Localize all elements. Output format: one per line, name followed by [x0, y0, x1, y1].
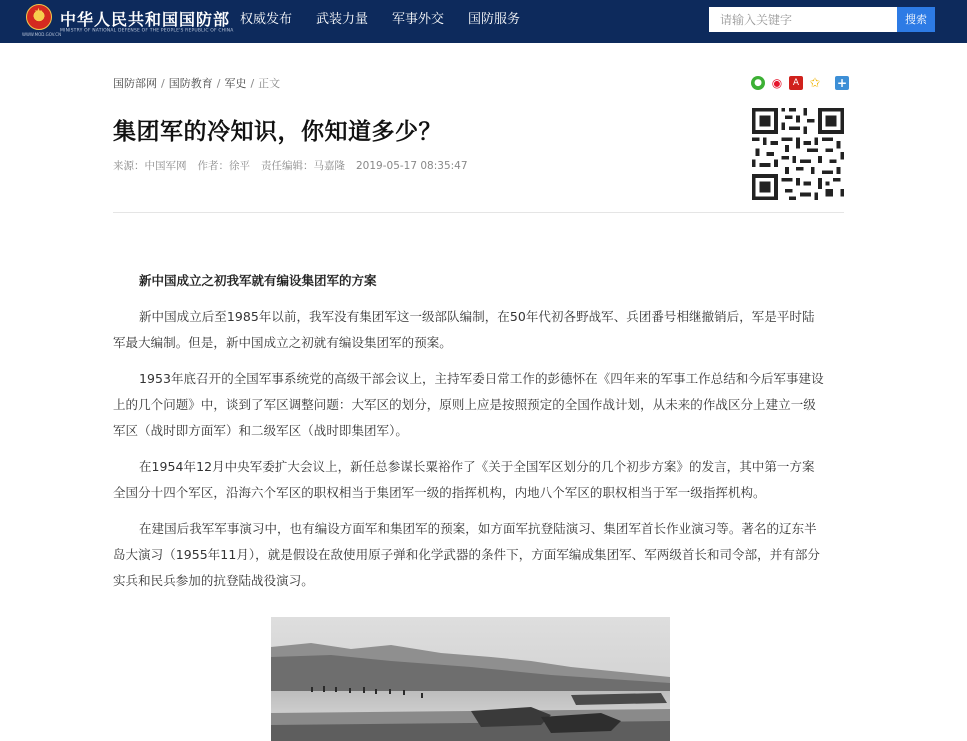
- breadcrumb-separator: /: [250, 77, 255, 90]
- search-input[interactable]: [709, 7, 897, 32]
- site-subtitle: MINISTRY OF NATIONAL DEFENSE OF THE PEOPLE'S REPUBLIC OF CHINA: [60, 28, 234, 34]
- article-source[interactable]: 来源：中国军网: [113, 160, 187, 172]
- article-paragraph: 在1954年12月中央军委扩大会议上，新任总参谋长粟裕作了《关于全国军区划分的几个初步方案》的发言，其中第一方案全国分十四个军区，沿海六个军区的职权相当于集团军一级的指挥机构，内地八个军区的职权相当于军一级指挥机构。: [113, 459, 815, 500]
- breadcrumb: [113, 75, 280, 91]
- wechat-icon[interactable]: ●: [751, 76, 765, 90]
- breadcrumb-defense-education[interactable]: 国防教育: [168, 77, 213, 90]
- article-subheading: 新中国成立之初我军就有编设集团军的方案: [139, 273, 377, 288]
- article-editor: 责任编辑：马嘉隆: [261, 160, 345, 172]
- site-title[interactable]: 中华人民共和国国防部: [60, 10, 231, 29]
- national-emblem-icon[interactable]: ★: [26, 4, 52, 30]
- site-header: [0, 0, 967, 43]
- nav-item-authoritative-release[interactable]: 权威发布: [240, 12, 293, 27]
- breadcrumb-separator: /: [216, 77, 221, 90]
- breadcrumb-separator: /: [161, 77, 165, 90]
- share-toolbar: [751, 76, 854, 90]
- article-paragraph: 新中国成立后至1985年以前，我军没有集团军这一级部队编制，在50年代初各野战军、兵团番号相继撤销后，军是平时陆军最大编制。但是，新中国成立之初就有编设集团军的预案。: [113, 309, 815, 350]
- breadcrumb-military-history[interactable]: 军史: [224, 77, 247, 90]
- article-paragraph: 1953年底召开的全国军事系统党的高级干部会议上，主持军委日常工作的彭德怀在《四年来的军事工作总结和今后军事建设上的几个问题》中，谈到了军区调整问题：大军区的划分，原则上应是按照预定的全国作战计划，从未来的作战区分上建立一级军区（战时即方面军）和二级军区（战时即集团军）。: [113, 371, 824, 438]
- header-divider: [113, 212, 844, 213]
- pdf-icon[interactable]: A: [789, 76, 803, 90]
- article-author: 作者：徐平: [197, 160, 250, 172]
- article-title: 集团军的冷知识，你知道多少？: [113, 119, 442, 145]
- nav-item-military-diplomacy[interactable]: 军事外交: [392, 12, 445, 27]
- breadcrumb-current: 正文: [258, 77, 281, 90]
- breadcrumb-home[interactable]: 国防部网: [113, 77, 157, 90]
- search-button[interactable]: 搜索: [897, 7, 935, 32]
- article-body: [113, 268, 826, 604]
- site-url: WWW.MOD.GOV.CN: [22, 32, 62, 37]
- weibo-icon[interactable]: ◉: [771, 76, 783, 90]
- more-share-icon[interactable]: +: [836, 76, 848, 90]
- article-photo: [271, 617, 670, 741]
- article-meta: [113, 158, 479, 173]
- article-paragraph: 在建国后我军军事演习中，也有编设方面军和集团军的预案，如方面军抗登陆演习、集团军首长作业演习等。著名的辽东半岛大演习（1955年11月），就是假设在敌使用原子弹和化学武器的条件下，方面军编成集团军、军两级首长和司令部，并有部分实兵和民兵参加的抗登陆战役演习。: [113, 521, 820, 588]
- main-nav: [240, 0, 544, 40]
- article-datetime: 2019-05-17 08:35:47: [356, 160, 468, 172]
- qr-code: [752, 108, 844, 200]
- nav-item-defense-services[interactable]: 国防服务: [468, 12, 521, 27]
- nav-item-armed-forces[interactable]: 武装力量: [316, 12, 369, 27]
- favorite-star-icon[interactable]: ✩: [809, 75, 821, 91]
